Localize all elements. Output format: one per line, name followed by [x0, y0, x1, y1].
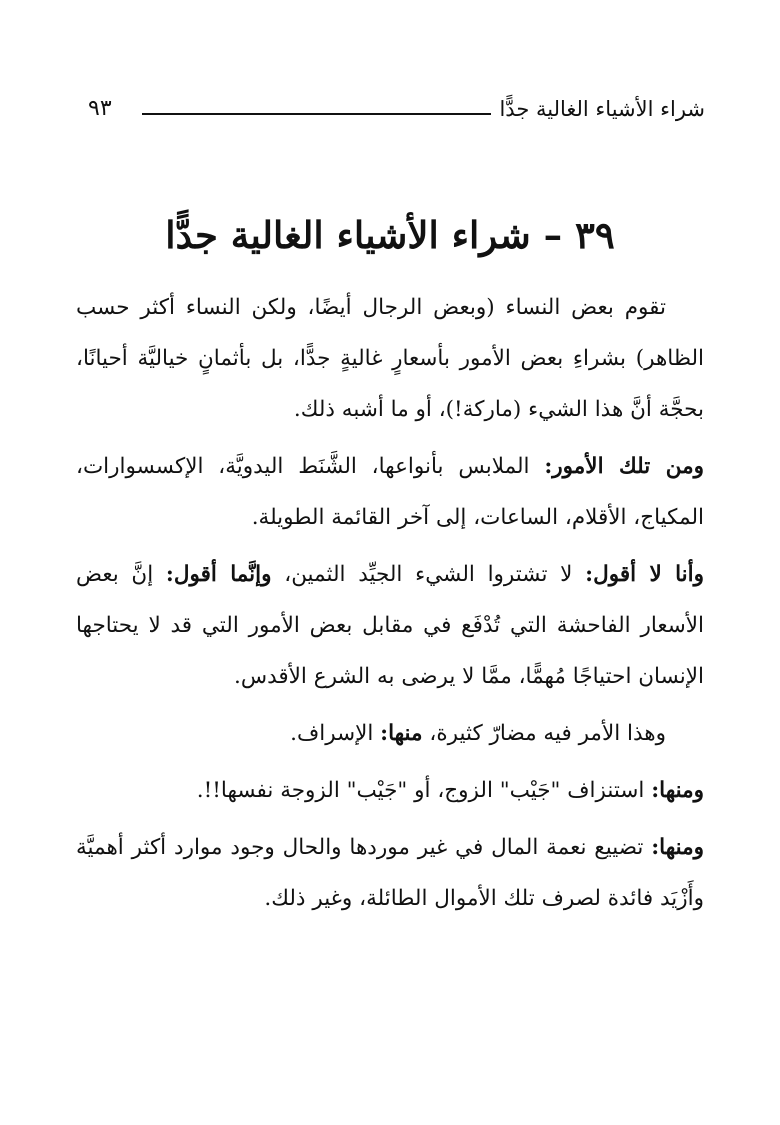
chapter-title: ٣٩ – شراء الأشياء الغالية جدًّا — [165, 212, 615, 257]
paragraph-items — [76, 441, 704, 543]
paragraph-intro — [76, 282, 704, 435]
paragraph-lead: ومن تلك الأمور: — [544, 454, 704, 479]
page-number: ٩٣ — [88, 96, 112, 121]
paragraph-text: تضييع نعمة المال في غير موردها والحال وجود موارد أكثر أهميَّة وأَزْيَد فائدة لصرف تلك الأموال الطائلة، وغير ذلك. — [76, 835, 704, 911]
header-rule — [142, 113, 492, 115]
body-text — [76, 282, 704, 930]
paragraph-text: تقوم بعض النساء (وبعض الرجال أيضًا، ولكن النساء أكثر حسب الظاهر) بشراءِ بعض الأمور بأسعارٍ غاليةٍ جدًّا، بل بأثمانٍ خياليَّة أحيانًا، بحجَّة أنَّ هذا الشيء (ماركة!)، أو ما أشبه ذلك. — [76, 295, 704, 422]
paragraph-lead: وأنا لا أقول: — [585, 562, 704, 587]
paragraph-text: استنزاف "جَيْب" الزوج، أو "جَيْب" الزوجة نفسها!!. — [196, 778, 652, 803]
paragraph-lead-secondary: وإنَّما أقول: — [165, 562, 272, 587]
paragraph-text: الملابس بأنواعها، الشَّنَط اليدويَّة، الإكسسوارات، المكياج، الأقلام، الساعات، إلى آخر القائمة الطويلة. — [76, 454, 704, 530]
paragraph-harm-pocket — [76, 765, 704, 816]
paragraph-opinion — [76, 549, 704, 702]
paragraph-text: وهذا الأمر فيه مضارّ كثيرة، — [422, 721, 666, 746]
paragraph-harm-waste — [76, 822, 704, 924]
paragraph-text: لا تشتروا الشيء الجيِّد الثمين، — [271, 562, 586, 587]
paragraph-text-secondary: الإسراف. — [290, 721, 381, 746]
paragraph-lead-secondary: منها: — [380, 721, 423, 746]
paragraph-harms — [76, 708, 704, 759]
paragraph-text-secondary: إنَّ بعض الأسعار الفاحشة التي تُدْفَع في مقابل بعض الأمور التي قد لا يحتاجها الإنسان احتياجًا مُهمًّا، ممَّا لا يرضى به الشرع الأقدس. — [76, 562, 704, 689]
header-title: شراء الأشياء الغالية جدًّا — [499, 97, 705, 121]
paragraph-lead: ومنها: — [651, 778, 704, 803]
paragraph-lead: ومنها: — [651, 835, 704, 860]
running-header — [88, 88, 705, 124]
